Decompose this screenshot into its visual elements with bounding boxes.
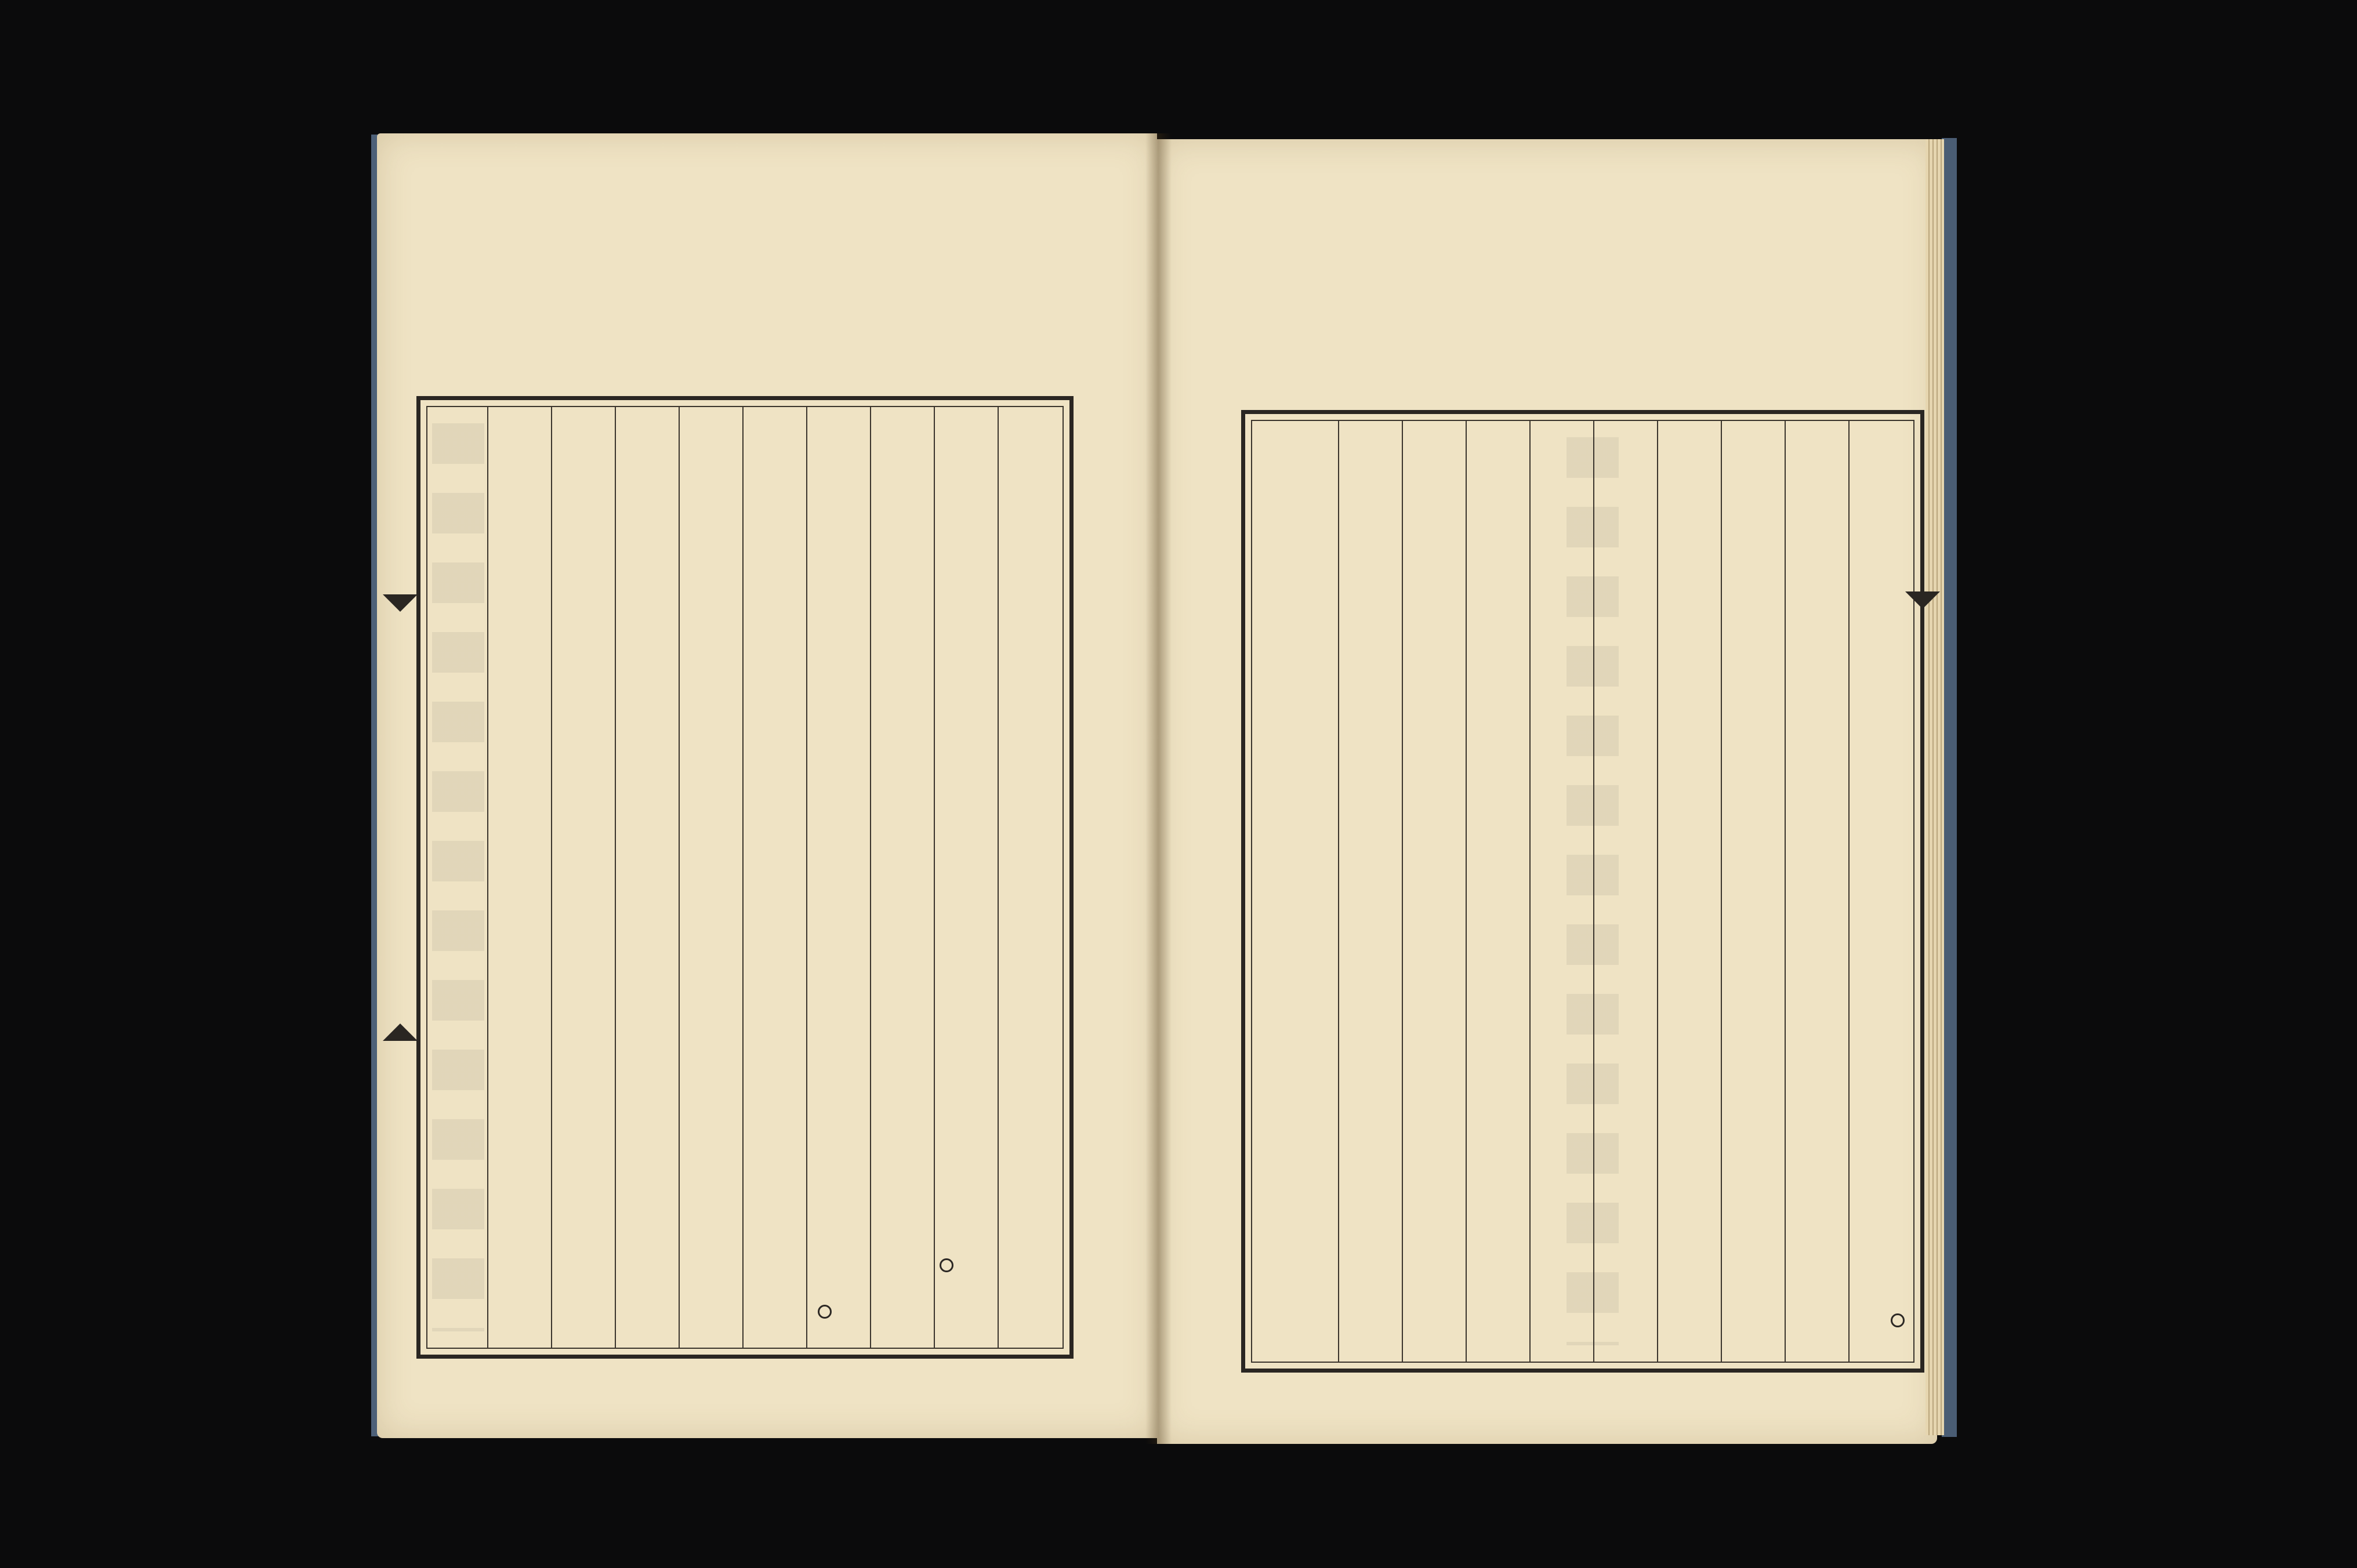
left-rule-8: [551, 406, 552, 1349]
annotation-mark: [818, 1305, 832, 1319]
right-rule-6: [1529, 420, 1531, 1363]
left-rule-3: [870, 406, 871, 1349]
annotation-mark: [940, 1258, 953, 1272]
left-rule-2: [934, 406, 935, 1349]
left-inner-frame: [426, 406, 1064, 1349]
right-text-frame: [1241, 410, 1924, 1373]
annotation-mark: [1891, 1313, 1905, 1327]
right-rule-1: [1848, 420, 1850, 1363]
right-rule-2: [1785, 420, 1786, 1363]
right-rule-3: [1721, 420, 1722, 1363]
right-rule-8: [1402, 420, 1403, 1363]
left-rule-7: [615, 406, 616, 1349]
right-rule-7: [1466, 420, 1467, 1363]
left-page-bleed: [432, 423, 484, 1331]
right-page-bleed: [1567, 437, 1619, 1345]
right-rule-9: [1338, 420, 1339, 1363]
gutter-shadow: [1145, 133, 1172, 1444]
left-rule-5: [742, 406, 744, 1349]
left-rule-4: [806, 406, 807, 1349]
right-rule-4: [1657, 420, 1658, 1363]
left-rule-1: [998, 406, 999, 1349]
page-edges: [1926, 139, 1944, 1435]
left-text-frame: [416, 396, 1074, 1359]
left-rule-9: [487, 406, 488, 1349]
left-rule-6: [679, 406, 680, 1349]
